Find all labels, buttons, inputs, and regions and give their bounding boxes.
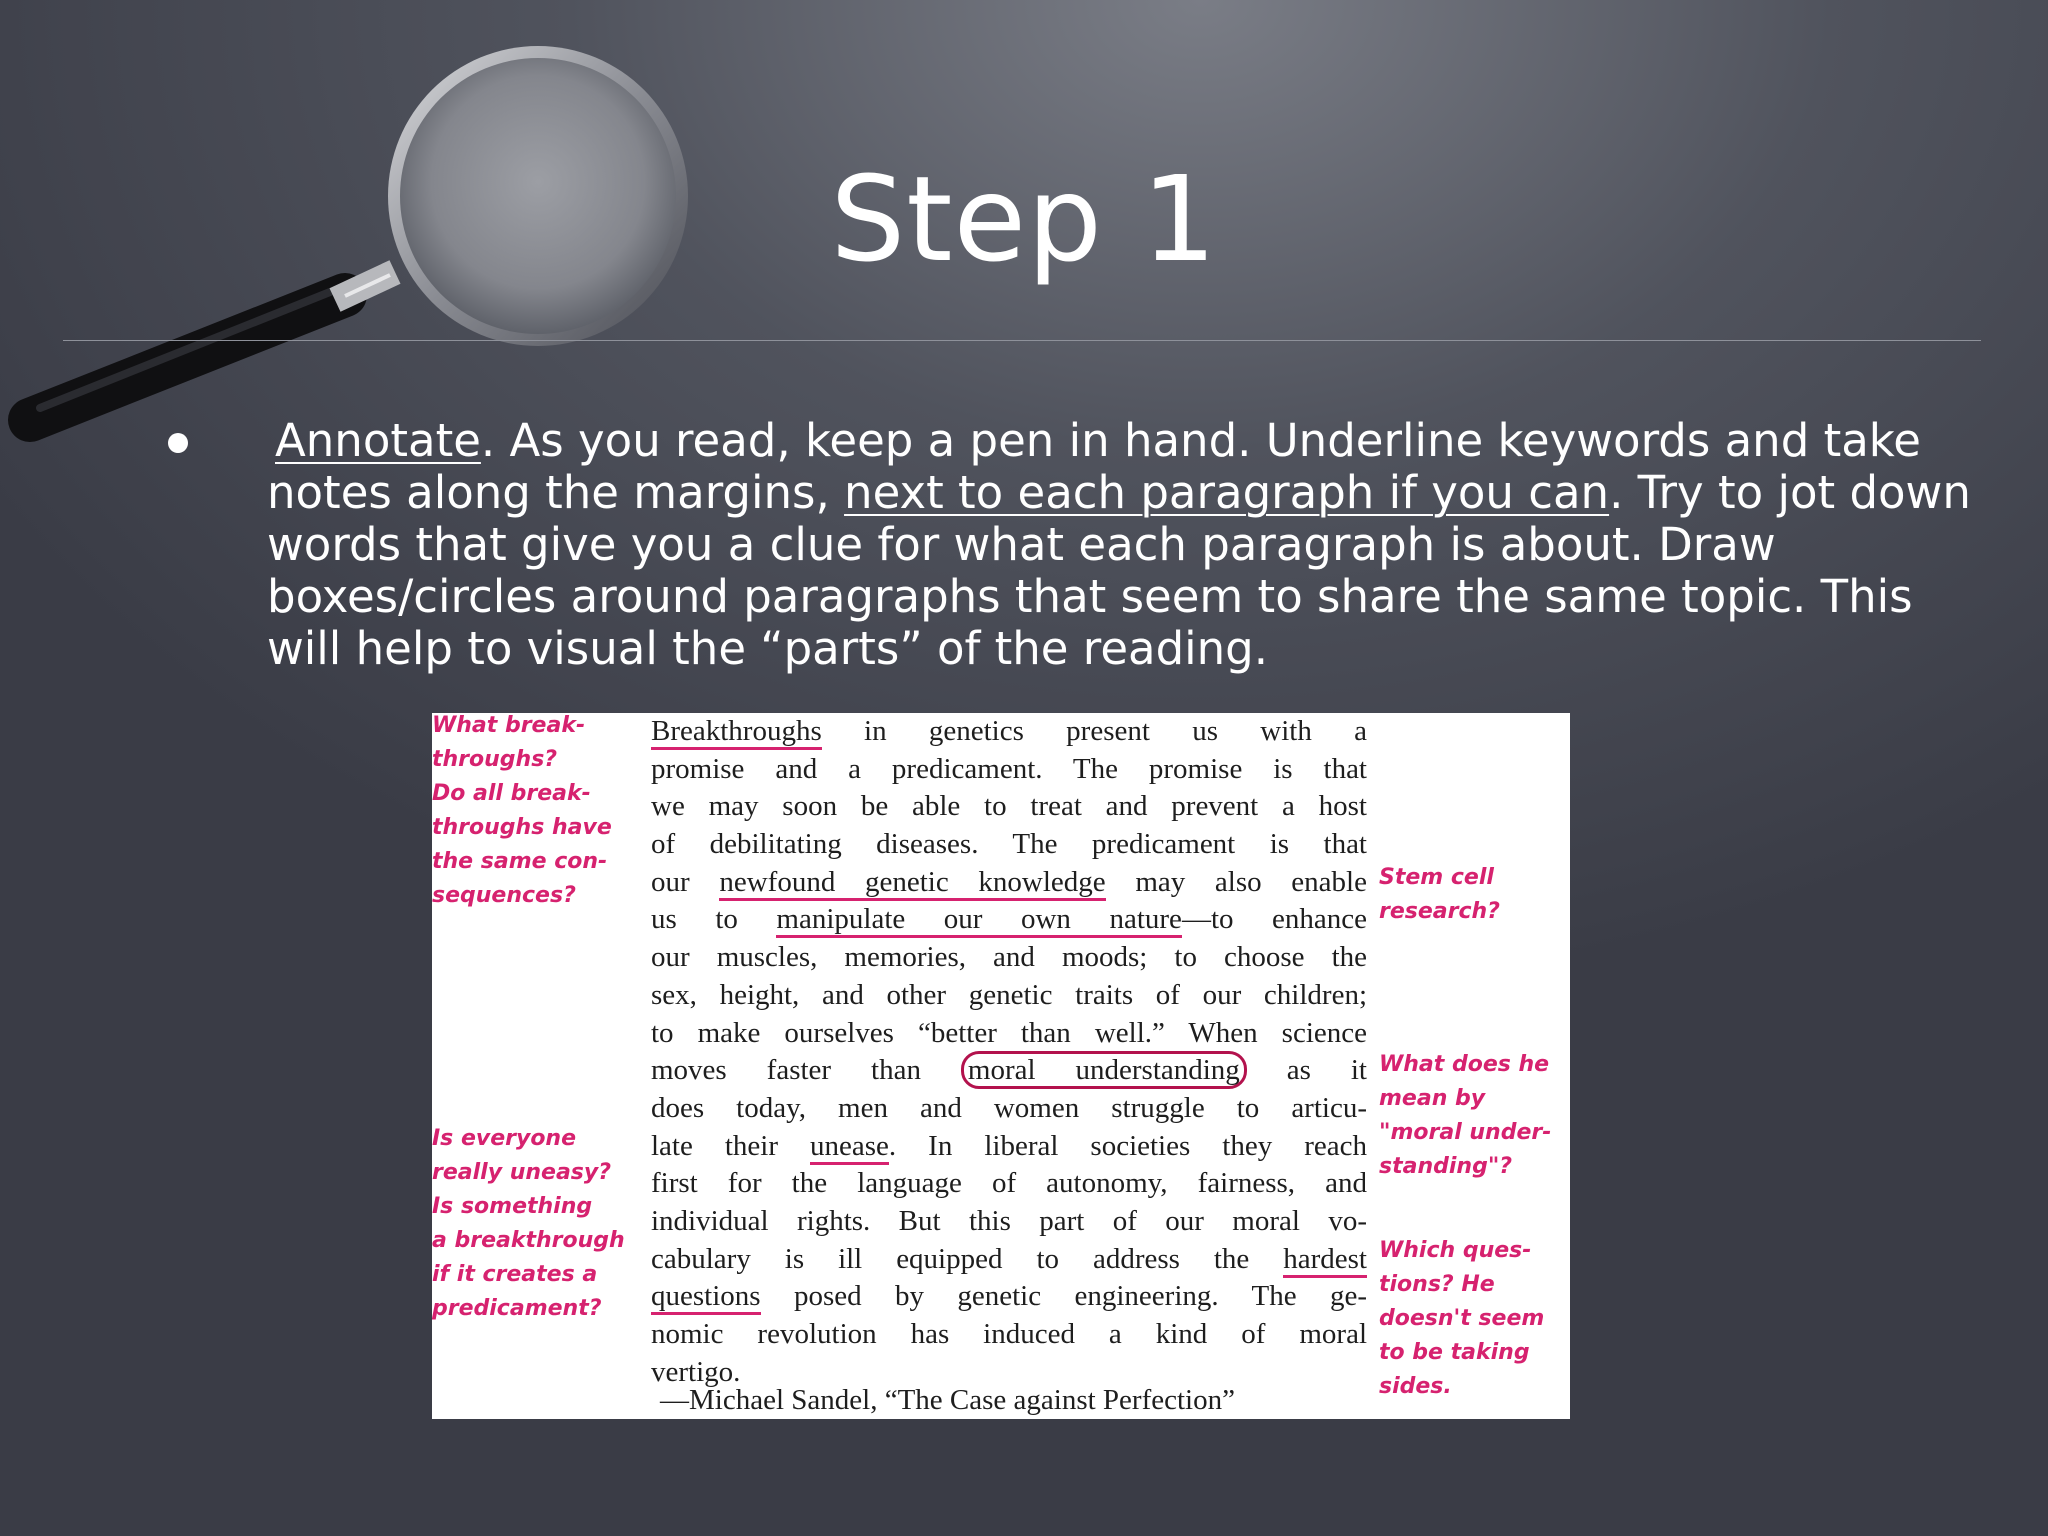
margin-note-left: What break- throughs? Do all break- throughs have the same con- sequences? bbox=[432, 713, 612, 908]
underlined-phrase: questions bbox=[651, 1280, 761, 1315]
slide-title: Step 1 bbox=[830, 150, 1218, 288]
excerpt-paragraph bbox=[651, 713, 1367, 1391]
circled-phrase: moral understanding bbox=[961, 1051, 1247, 1089]
underlined-phrase: manipulate our own nature bbox=[776, 903, 1182, 938]
bullet-text-part1: . As you read, keep a pen in hand. Underline keywords and take notes along the margins, bbox=[267, 414, 1921, 519]
excerpt-line: to make ourselves “better than well.” When science bbox=[651, 1016, 1367, 1049]
bullet-paragraph bbox=[267, 415, 1987, 675]
excerpt-line: questions posed by genetic engineering. The ge- bbox=[651, 1278, 1367, 1316]
excerpt-line: sex, height, and other genetic traits of our children; bbox=[651, 978, 1367, 1011]
bullet-underlined-phrase: next to each paragraph if you can bbox=[844, 466, 1610, 519]
underlined-phrase: Breakthroughs bbox=[651, 715, 822, 750]
excerpt-line: vertigo. bbox=[651, 1355, 741, 1388]
underlined-phrase: unease bbox=[810, 1130, 889, 1165]
bullet-keyword: Annotate bbox=[275, 414, 481, 467]
excerpt-line: promise and a predicament. The promise is that bbox=[651, 752, 1367, 785]
excerpt-line: Breakthroughs in genetics present us with a bbox=[651, 713, 1367, 751]
excerpt-line: late their unease. In liberal societies they reach bbox=[651, 1128, 1367, 1166]
excerpt-line: our muscles, memories, and moods; to choose the bbox=[651, 941, 1367, 974]
title-divider bbox=[63, 340, 1981, 341]
excerpt-line: individual rights. But this part of our moral vo- bbox=[651, 1204, 1367, 1237]
bullet-marker bbox=[168, 433, 188, 453]
margin-note-right: What does he mean by "moral under- standing"? bbox=[1379, 1052, 1552, 1179]
excerpt-line: our newfound genetic knowledge may also enable bbox=[651, 864, 1367, 902]
underlined-phrase: newfound genetic knowledge bbox=[719, 866, 1105, 901]
bullet-text-part2: . Try to jot down words that give you a clue for what each paragraph is about. Draw boxes/circles around paragraphs that seem to share the same topic. This will help to visual the “parts” of the reading. bbox=[267, 466, 1971, 675]
excerpt-line: cabulary is ill equipped to address the hardest bbox=[651, 1241, 1367, 1279]
underlined-phrase: hardest bbox=[1283, 1243, 1367, 1278]
excerpt-line: of debilitating diseases. The predicament is that bbox=[651, 828, 1367, 861]
excerpt-line: us to manipulate our own nature—to enhance bbox=[651, 901, 1367, 939]
margin-note-right: Stem cell research? bbox=[1379, 865, 1500, 924]
annotated-excerpt-image bbox=[432, 713, 1570, 1419]
margin-note-right: Which ques- tions? He doesn't seem to be taking sides. bbox=[1379, 1238, 1545, 1399]
excerpt-attribution: —Michael Sandel, “The Case against Perfection” bbox=[660, 1384, 1235, 1416]
excerpt-line: does today, men and women struggle to articu- bbox=[651, 1091, 1367, 1124]
excerpt-line: nomic revolution has induced a kind of moral bbox=[651, 1318, 1367, 1350]
margin-note-left: Is everyone really uneasy? Is something a breakthrough if it creates a predicament? bbox=[432, 1126, 625, 1321]
excerpt-line: first for the language of autonomy, fairness, and bbox=[651, 1167, 1367, 1200]
excerpt-line: we may soon be able to treat and prevent a host bbox=[651, 790, 1367, 823]
excerpt-line: moves faster than moral understanding as it bbox=[651, 1052, 1367, 1090]
